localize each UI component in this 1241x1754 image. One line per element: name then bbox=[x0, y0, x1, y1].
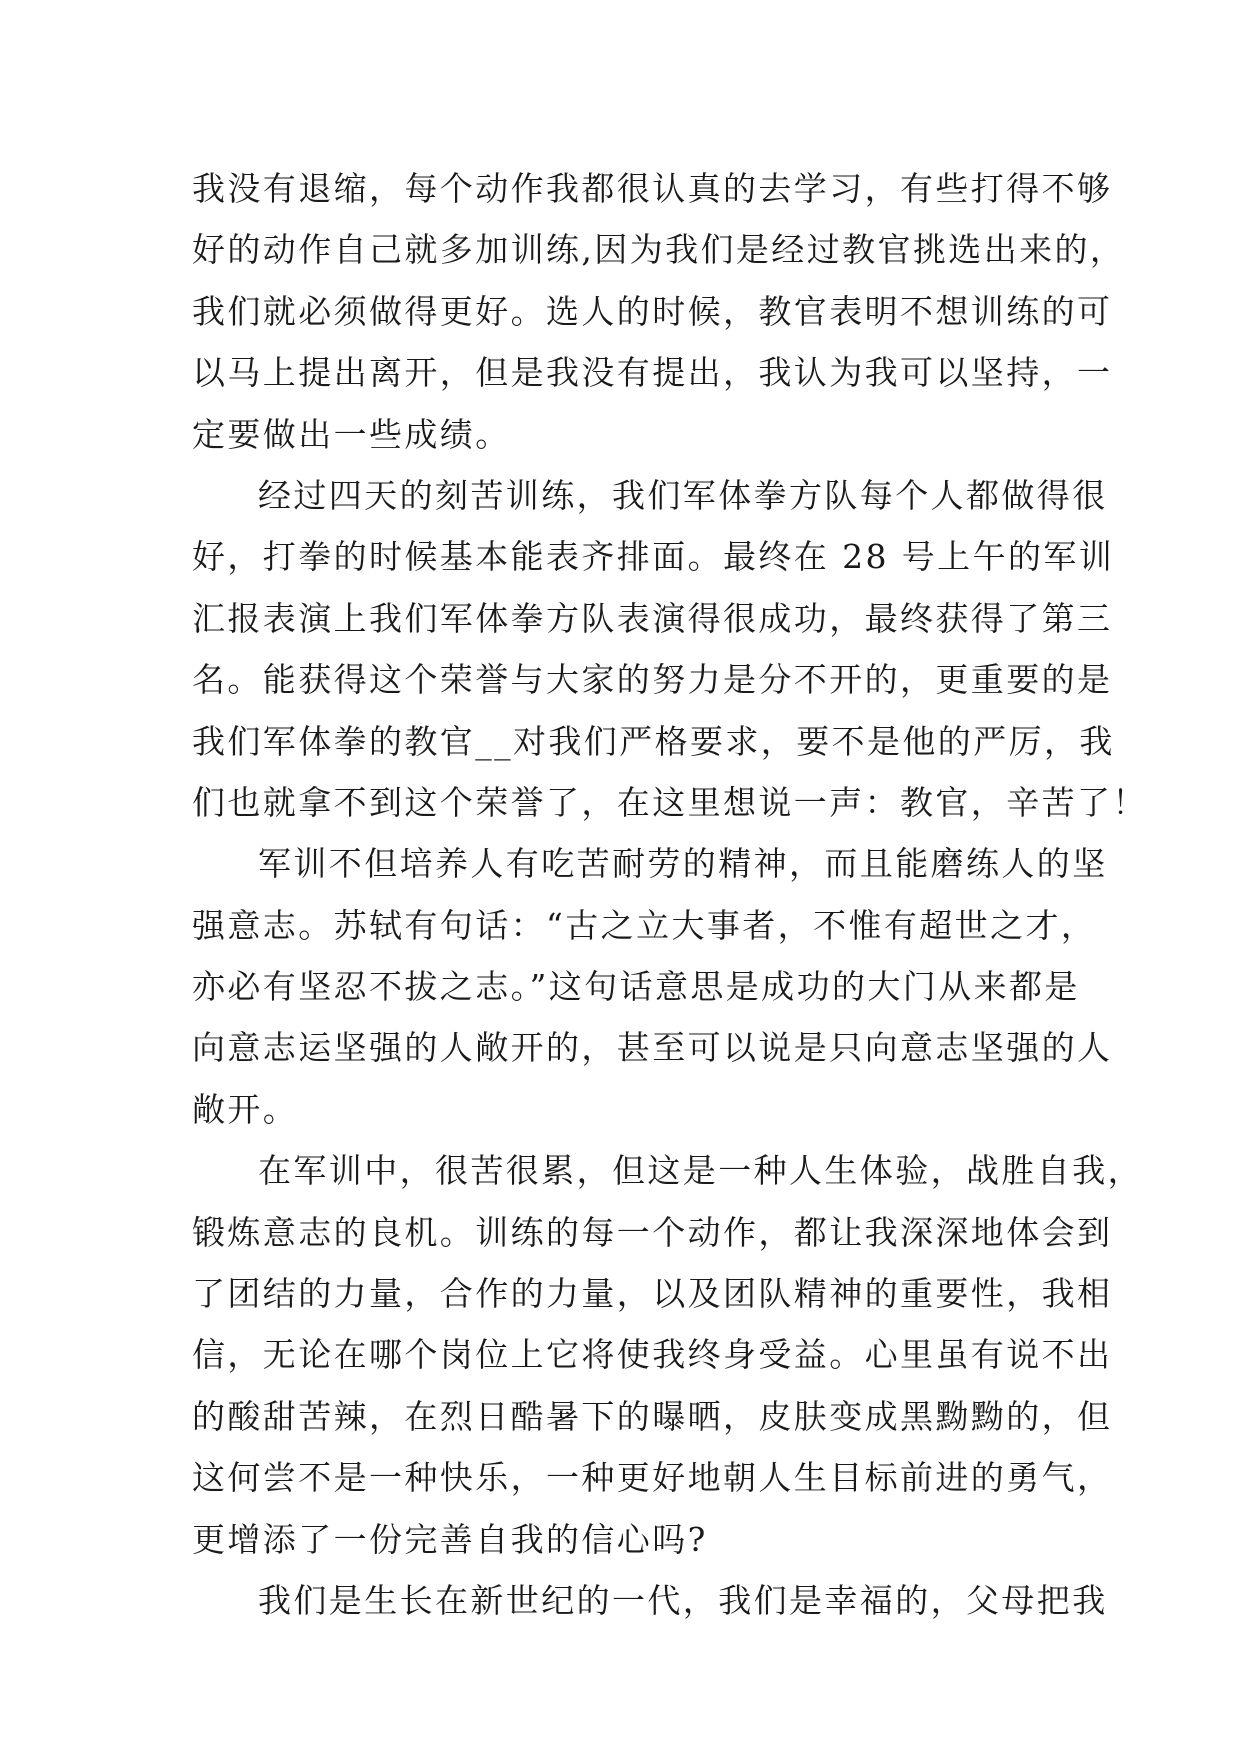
text-line: 我没有退缩，每个动作我都很认真的去学习，有些打得不够 bbox=[192, 169, 1113, 208]
text-line: 锻炼意志的良机。训练的每一个动作，都让我深深地体会到 bbox=[192, 1212, 1113, 1252]
text-line: 了团结的力量，合作的力量，以及团队精神的重要性，我相 bbox=[192, 1274, 1113, 1314]
text-line: 军训不但培养人有吃苦耐劳的精神，而且能磨练人的坚 bbox=[258, 844, 1108, 884]
text-line: 我们就必须做得更好。选人的时候，教官表明不想训练的可 bbox=[192, 291, 1113, 331]
text-line: 我们是生长在新世纪的一代，我们是幸福的，父母把我 bbox=[258, 1580, 1108, 1620]
text-line: 亦必有坚忍不拔之志。”这句话意思是成功的大门从来都是 bbox=[192, 967, 1080, 1007]
text-line: 名。能获得这个荣誉与大家的努力是分不开的，更重要的是 bbox=[192, 660, 1113, 700]
text-line: 汇报表演上我们军体拳方队表演得很成功，最终获得了第三 bbox=[192, 598, 1113, 638]
text-line: 以马上提出离开，但是我没有提出，我认为我可以坚持，一 bbox=[192, 353, 1113, 393]
text-line: 信，无论在哪个岗位上它将使我终身受益。心里虽有说不出 bbox=[192, 1335, 1113, 1375]
text-line: 更增添了一份完善自我的信心吗? bbox=[192, 1519, 708, 1559]
text-line: 强意志。苏轼有句话：“古之立大事者，不惟有超世之才， bbox=[192, 905, 1097, 945]
text-line: 经过四天的刻苦训练，我们军体拳方队每个人都做得很 bbox=[258, 475, 1108, 515]
text-line: 在军训中，很苦很累，但这是一种人生体验，战胜自我， bbox=[258, 1151, 1143, 1191]
text-line: 好，打拳的时候基本能表齐排面。最终在 28 号上午的军训 bbox=[192, 537, 1115, 577]
text-line: 们也就拿不到这个荣誉了，在这里想说一声：教官，辛苦了！ bbox=[192, 782, 1148, 822]
text-line: 向意志运坚强的人敞开的，甚至可以说是只向意志坚强的人 bbox=[192, 1028, 1113, 1068]
body-text bbox=[192, 158, 1148, 1631]
text-line: 好的动作自己就多加训练,因为我们是经过教官挑选出来的， bbox=[192, 230, 1126, 270]
text-line: 的酸甜苦辣，在烈日酷暑下的曝晒，皮肤变成黑黝黝的，但 bbox=[192, 1396, 1113, 1436]
text-line: 这何尝不是一种快乐，一种更好地朝人生目标前进的勇气， bbox=[192, 1458, 1113, 1498]
text-line: 敞开。 bbox=[192, 1089, 299, 1129]
text-line: 我们军体拳的教官__对我们严格要求，要不是他的严厉，我 bbox=[192, 721, 1115, 761]
text-line: 定要做出一些成绩。 bbox=[192, 414, 511, 454]
